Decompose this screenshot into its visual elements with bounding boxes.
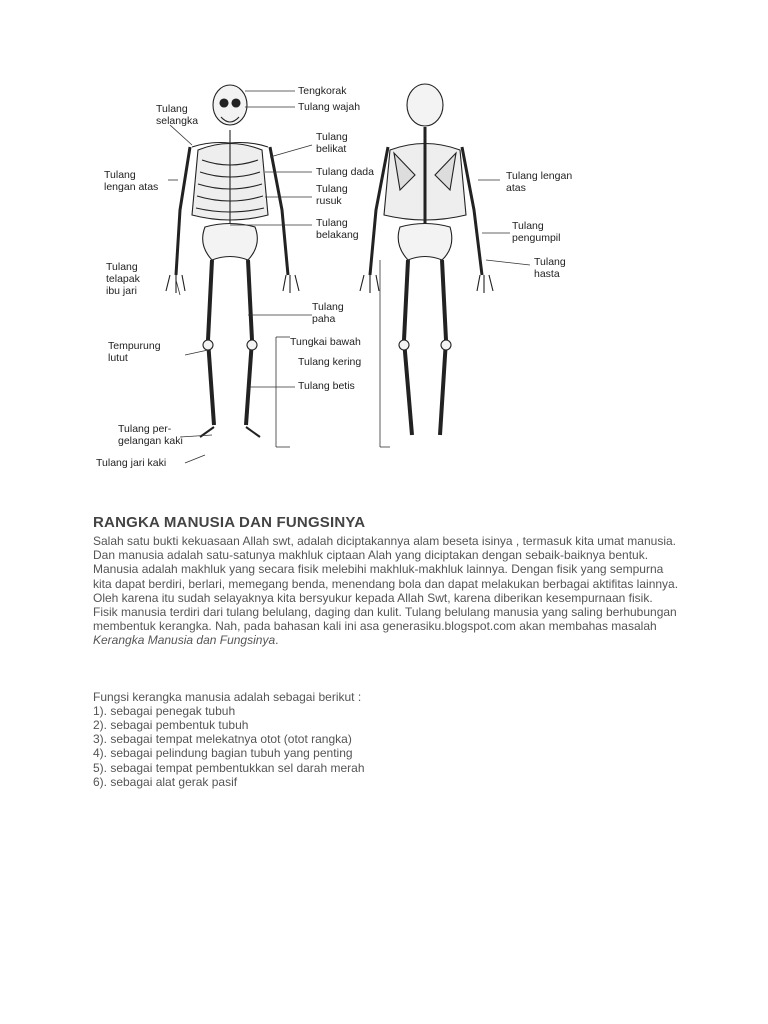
body-paragraph-end: .	[275, 633, 279, 648]
label-upper-arm-front: Tulang lengan atas	[104, 169, 159, 193]
article	[93, 514, 683, 789]
list-item: 2). sebagai pembentuk tubuh	[93, 718, 249, 733]
label-collarbone: Tulang selangka	[156, 103, 199, 127]
label-fibula: Tulang kering	[298, 356, 362, 368]
label-thumb-metacarpal: Tulang telapak ibu jari	[106, 261, 140, 297]
body-paragraph-text: Fisik manusia terdiri dari tulang belulang, daging dan kulit. Tulang belulang manusia yang saling berhubungan membentuk kerangka. Nah, pada bahasan kali ini asa generasiku.blogspot.com akan membahas masalah	[93, 605, 677, 634]
functions-list	[93, 704, 683, 789]
label-ankle-bone: Tulang per- gelangan kaki	[118, 423, 183, 447]
list-item: 6). sebagai alat gerak pasif	[93, 774, 238, 789]
label-shoulder-blade: Tulang belikat	[316, 131, 348, 155]
label-thigh-bone: Tulang paha	[312, 301, 344, 325]
label-tibia: Tulang betis	[298, 380, 355, 392]
label-rib: Tulang rusuk	[316, 183, 348, 207]
label-toe-bone: Tulang jari kaki	[96, 457, 167, 469]
label-breastbone: Tulang dada	[316, 166, 374, 178]
list-item: 5). sebagai tempat pembentukkan sel darah merah	[93, 760, 365, 775]
intro-paragraph: Salah satu bukti kekuasaan Allah swt, adalah diciptakannya alam beseta isinya , termasuk kita umat manusia. Dan manusia adalah satu-satunya makhluk ciptaan Alah yang diciptakan dengan sebaik-baiknya bentuk. Manusia adalah makhluk yang secara fisik melebihi makhluk-makhluk lainnya. Dengan fisik yang sempurna kita dapat berdiri, berlari, memegang benda, menendang bola dan dapat melakukan berbagai aktifitas lainnya. Oleh karena itu sudah selayaknya kita bersyukur kepada Allah Swt, karena diberikan kesempurnaan fisik.	[93, 534, 679, 605]
article-title: RANGKA MANUSIA DAN FUNGSINYA	[93, 514, 366, 531]
list-item: 4). sebagai pelindung bagian tubuh yang penting	[93, 746, 353, 761]
label-spine: Tulang belakang	[316, 217, 359, 241]
label-kneecap: Tempurung lutut	[108, 340, 161, 364]
label-ulna: Tulang hasta	[534, 256, 566, 280]
label-skull: Tengkorak	[298, 85, 347, 97]
list-item: 3). sebagai tempat melekatnya otot (otot rangka)	[93, 732, 352, 747]
label-radius: Tulang pengumpil	[512, 220, 561, 244]
list-item: 1). sebagai penegak tubuh	[93, 703, 236, 718]
label-upper-arm-back: Tulang lengan atas	[506, 170, 573, 194]
body-paragraph-topic: Kerangka Manusia dan Fungsinya	[93, 633, 276, 648]
functions-intro: Fungsi kerangka manusia adalah sebagai berikut :	[93, 689, 362, 704]
skeleton-diagram	[90, 75, 590, 475]
body-paragraph	[93, 605, 683, 648]
label-lower-leg: Tungkai bawah	[290, 336, 361, 348]
label-face-bone: Tulang wajah	[298, 101, 361, 113]
